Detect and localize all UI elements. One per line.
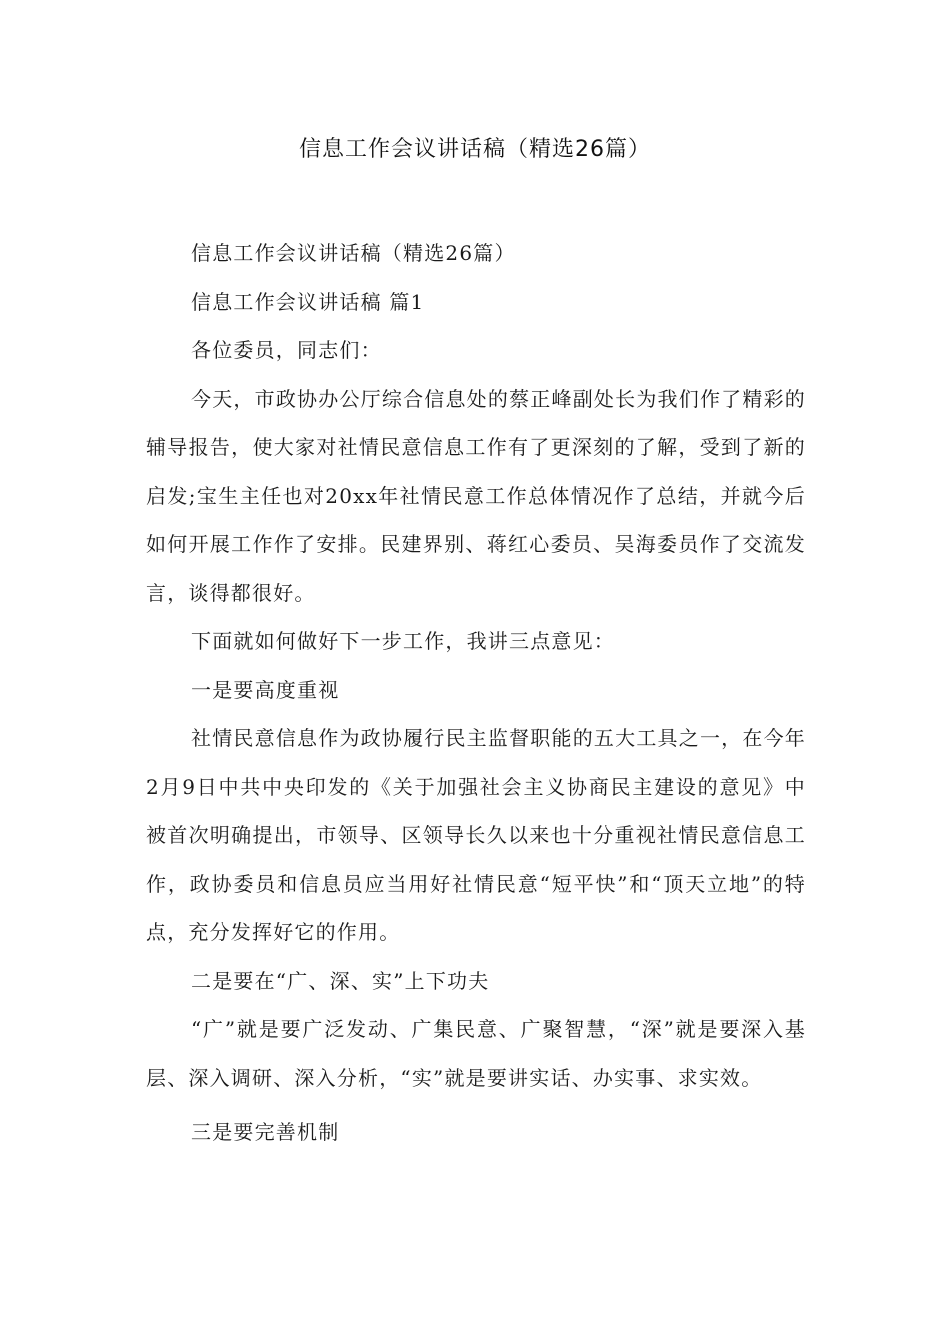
document-title: 信息工作会议讲话稿（精选26篇） [299, 137, 651, 162]
paragraph-heading: 信息工作会议讲话稿（精选26篇） [191, 241, 516, 265]
paragraph-point-one-body: 社情民意信息作为政协履行民主监督职能的五大工具之一，在今年2月9日中共中央印发的《关于加强社会主义协商民主建设的意见》中被首次明确提出，市领导、区领导长久以来也十分重视社情民意信息工作，政协委员和信息员应当用好社情民意“短平快”和“顶天立地”的特点，充分发挥好它的作用。 [146, 726, 806, 944]
paragraph-intro: 今天，市政协办公厅综合信息处的蔡正峰副处长为我们作了精彩的辅导报告，使大家对社情民意信息工作有了更深刻的了解，受到了新的启发;宝生主任也对20xx年社情民意工作总体情况作了总结，并就今后如何开展工作作了安排。民建界别、蒋红心委员、吴海委员作了交流发言，谈得都很好。 [146, 386, 806, 605]
paragraph-point-two-body: “广”就是要广泛发动、广集民意、广聚智慧，“深”就是要深入基层、深入调研、深入分析，“实”就是要讲实话、办实事、求实效。 [146, 1017, 806, 1090]
paragraph-point-one-heading: 一是要高度重视 [191, 677, 340, 702]
paragraph-salutation: 各位委员，同志们： [191, 338, 382, 362]
paragraph-point-two-heading: 二是要在“广、深、实”上下功夫 [191, 968, 490, 993]
paragraph-section-title: 信息工作会议讲话稿 篇1 [191, 289, 425, 314]
document-body [146, 229, 806, 1157]
paragraph-lead-in: 下面就如何做好下一步工作，我讲三点意见： [191, 629, 615, 653]
paragraph-point-three-heading: 三是要完善机制 [191, 1120, 340, 1144]
